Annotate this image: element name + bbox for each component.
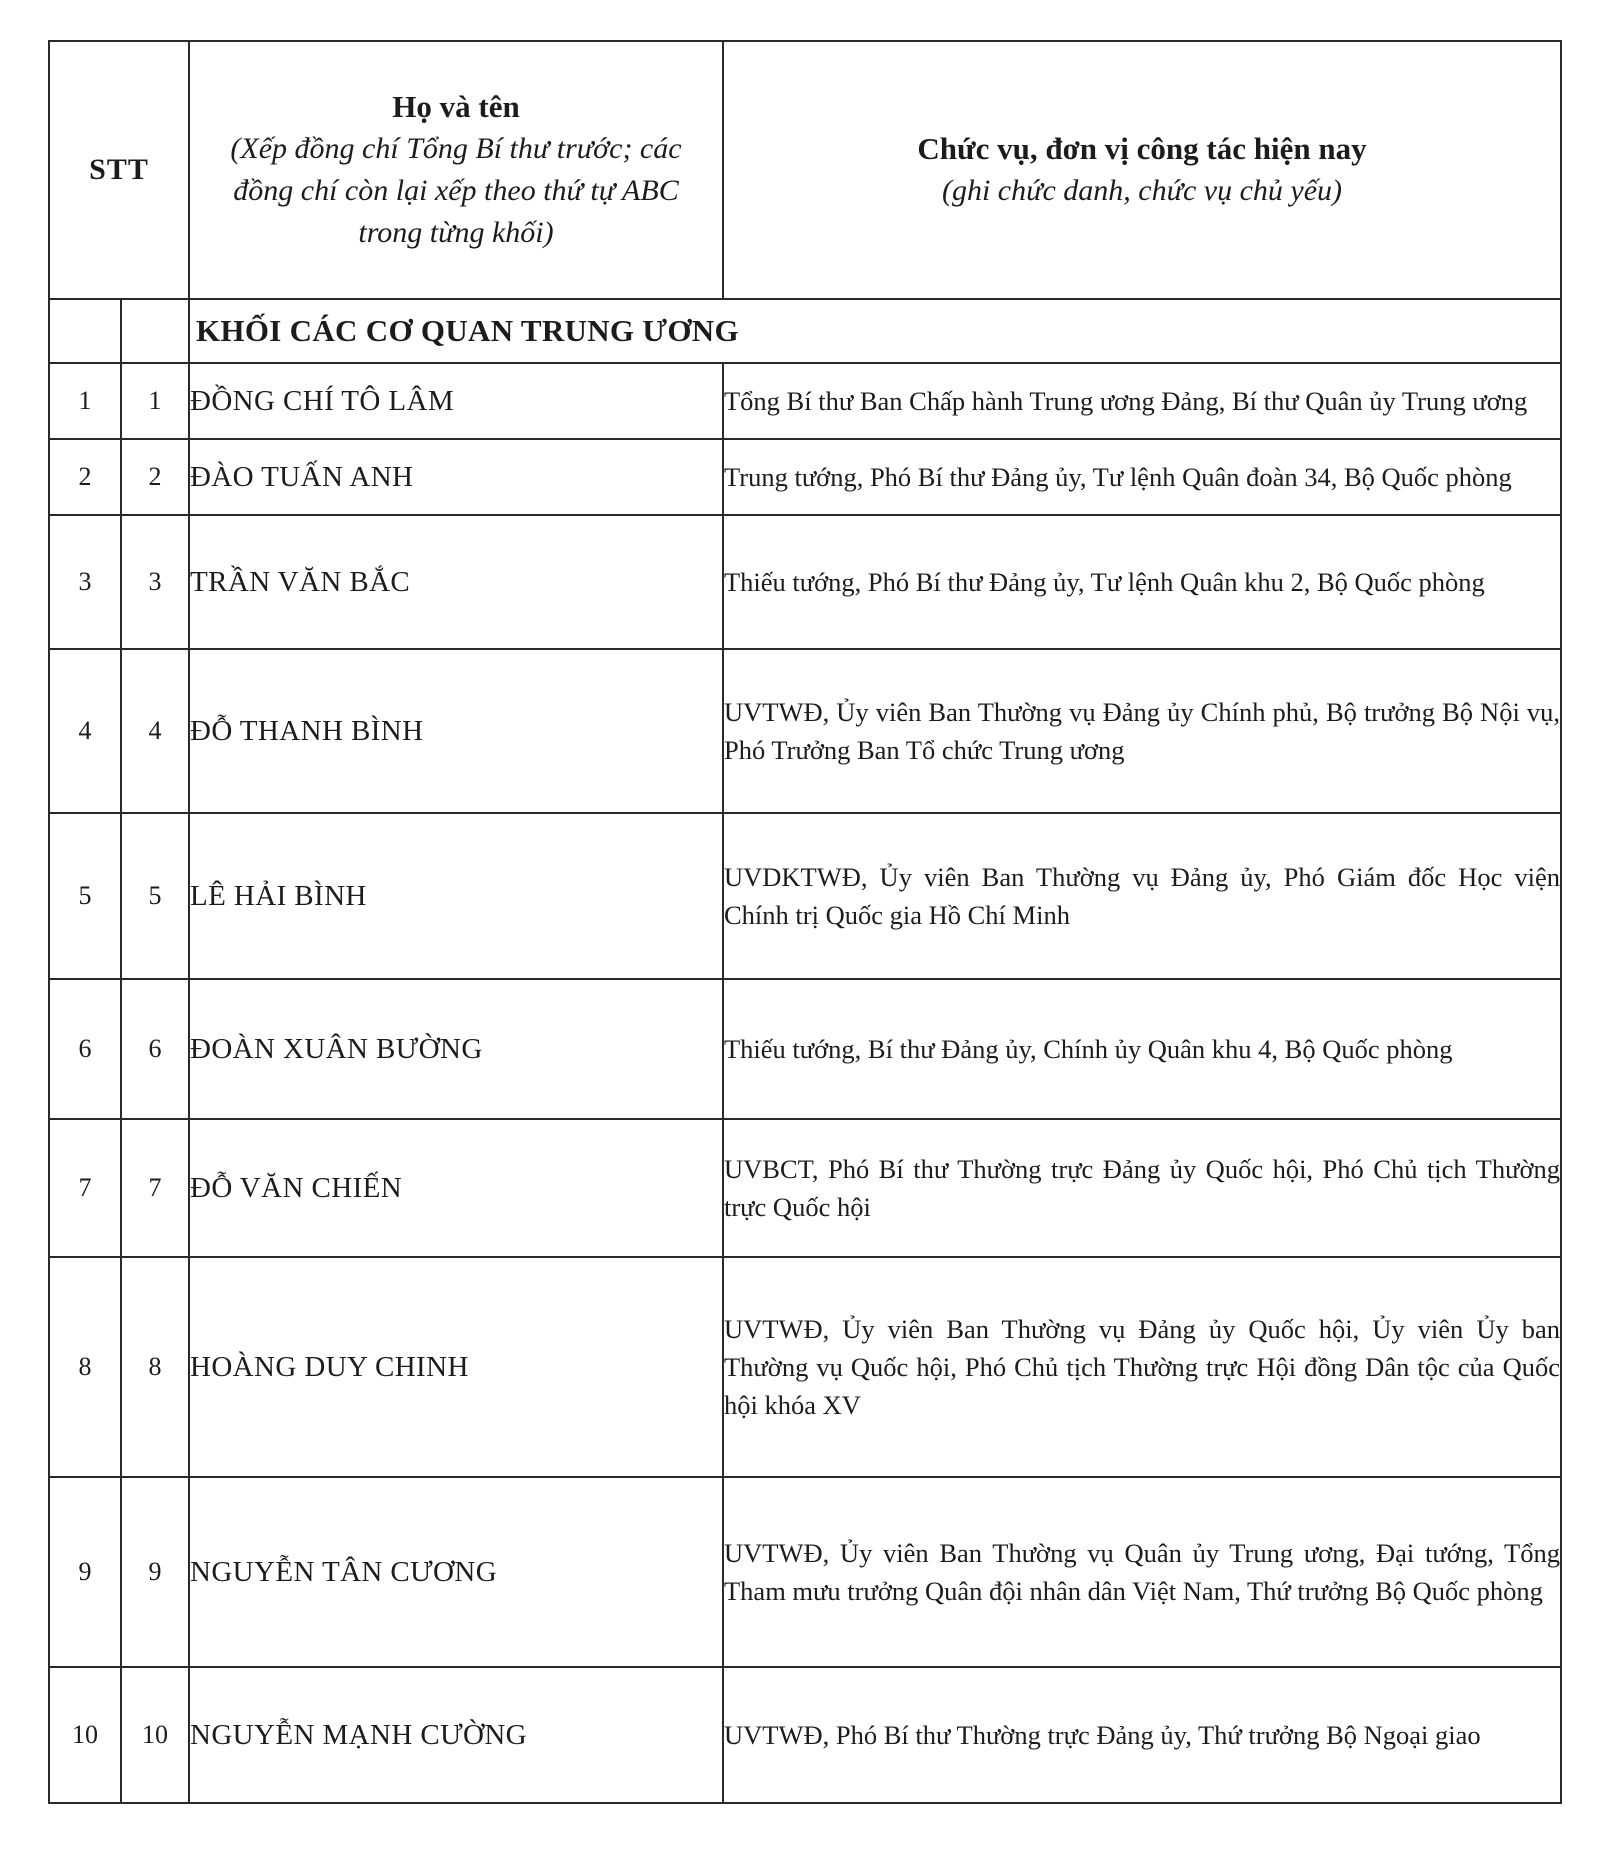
role-cell: Thiếu tướng, Bí thư Đảng ủy, Chính ủy Quân khu 4, Bộ Quốc phòng — [723, 979, 1561, 1119]
role-cell: Thiếu tướng, Phó Bí thư Đảng ủy, Tư lệnh Quân khu 2, Bộ Quốc phòng — [723, 515, 1561, 649]
name-header-title: Họ và tên — [392, 89, 520, 124]
name-cell: ĐOÀN XUÂN BƯỜNG — [189, 979, 723, 1119]
section-empty-cell — [121, 299, 189, 363]
stt-block-cell: 9 — [121, 1477, 189, 1667]
stt-block-cell: 2 — [121, 439, 189, 515]
role-cell: UVDKTWĐ, Ủy viên Ban Thường vụ Đảng ủy, Phó Giám đốc Học viện Chính trị Quốc gia Hồ Chí Minh — [723, 813, 1561, 979]
role-header — [723, 41, 1561, 299]
name-header — [189, 41, 723, 299]
role-cell: Trung tướng, Phó Bí thư Đảng ủy, Tư lệnh Quân đoàn 34, Bộ Quốc phòng — [723, 439, 1561, 515]
stt-cell: 1 — [49, 363, 121, 439]
stt-cell: 8 — [49, 1257, 121, 1477]
role-cell: Tổng Bí thư Ban Chấp hành Trung ương Đảng, Bí thư Quân ủy Trung ương — [723, 363, 1561, 439]
table-row — [49, 1477, 1561, 1667]
name-cell: HOÀNG DUY CHINH — [189, 1257, 723, 1477]
table-row — [49, 979, 1561, 1119]
name-cell: ĐỖ THANH BÌNH — [189, 649, 723, 813]
stt-block-cell: 8 — [121, 1257, 189, 1477]
role-cell: UVBCT, Phó Bí thư Thường trực Đảng ủy Quốc hội, Phó Chủ tịch Thường trực Quốc hội — [723, 1119, 1561, 1257]
document-page — [48, 40, 1560, 1804]
stt-cell: 4 — [49, 649, 121, 813]
stt-cell: 9 — [49, 1477, 121, 1667]
stt-block-cell: 7 — [121, 1119, 189, 1257]
table-row — [49, 813, 1561, 979]
stt-header: STT — [49, 41, 189, 299]
table-row — [49, 363, 1561, 439]
stt-cell: 10 — [49, 1667, 121, 1803]
section-title: KHỐI CÁC CƠ QUAN TRUNG ƯƠNG — [189, 299, 1561, 363]
section-row — [49, 299, 1561, 363]
table-row — [49, 1667, 1561, 1803]
stt-cell: 5 — [49, 813, 121, 979]
table-row — [49, 1257, 1561, 1477]
stt-block-cell: 1 — [121, 363, 189, 439]
candidate-table — [48, 40, 1562, 1804]
name-cell: ĐỖ VĂN CHIẾN — [189, 1119, 723, 1257]
table-row — [49, 649, 1561, 813]
stt-cell: 6 — [49, 979, 121, 1119]
table-header-row — [49, 41, 1561, 299]
stt-cell: 3 — [49, 515, 121, 649]
role-header-note: (ghi chức danh, chức vụ chủ yếu) — [941, 174, 1343, 207]
stt-block-cell: 10 — [121, 1667, 189, 1803]
table-row — [49, 439, 1561, 515]
stt-cell: 2 — [49, 439, 121, 515]
name-cell: ĐỒNG CHÍ TÔ LÂM — [189, 363, 723, 439]
name-header-note: (Xếp đồng chí Tổng Bí thư trước; các đồng chí còn lại xếp theo thứ tự ABC trong từng khối) — [230, 132, 682, 249]
name-cell: NGUYỄN MẠNH CƯỜNG — [189, 1667, 723, 1803]
stt-block-cell: 4 — [121, 649, 189, 813]
name-cell: ĐÀO TUẤN ANH — [189, 439, 723, 515]
stt-block-cell: 5 — [121, 813, 189, 979]
section-empty-cell — [49, 299, 121, 363]
role-cell: UVTWĐ, Phó Bí thư Thường trực Đảng ủy, Thứ trưởng Bộ Ngoại giao — [723, 1667, 1561, 1803]
name-cell: NGUYỄN TÂN CƯƠNG — [189, 1477, 723, 1667]
name-cell: TRẦN VĂN BẮC — [189, 515, 723, 649]
role-header-title: Chức vụ, đơn vị công tác hiện nay — [917, 131, 1367, 166]
role-cell: UVTWĐ, Ủy viên Ban Thường vụ Đảng ủy Chính phủ, Bộ trưởng Bộ Nội vụ, Phó Trưởng Ban Tổ chức Trung ương — [723, 649, 1561, 813]
name-cell: LÊ HẢI BÌNH — [189, 813, 723, 979]
stt-block-cell: 6 — [121, 979, 189, 1119]
stt-block-cell: 3 — [121, 515, 189, 649]
role-cell: UVTWĐ, Ủy viên Ban Thường vụ Đảng ủy Quốc hội, Ủy viên Ủy ban Thường vụ Quốc hội, Phó Chủ tịch Thường trực Hội đồng Dân tộc của Quốc hội khóa XV — [723, 1257, 1561, 1477]
table-row — [49, 1119, 1561, 1257]
table-row — [49, 515, 1561, 649]
stt-cell: 7 — [49, 1119, 121, 1257]
role-cell: UVTWĐ, Ủy viên Ban Thường vụ Quân ủy Trung ương, Đại tướng, Tổng Tham mưu trưởng Quân đội nhân dân Việt Nam, Thứ trưởng Bộ Quốc phòng — [723, 1477, 1561, 1667]
